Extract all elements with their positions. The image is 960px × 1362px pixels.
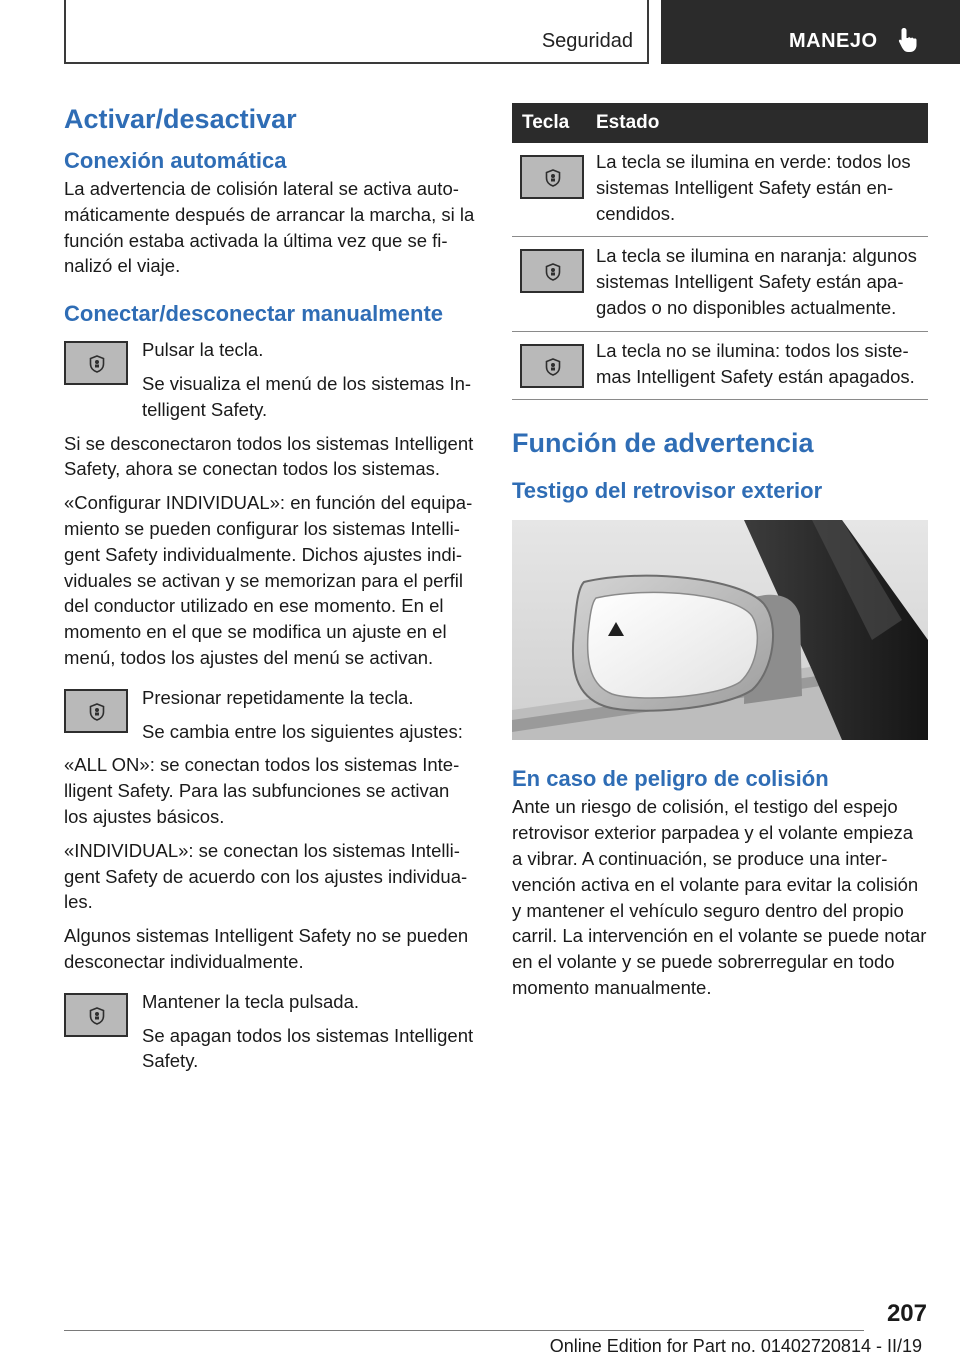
auto-connect-text: La advertencia de colisión lateral se activa automáticamente después de arrancar la marcha, si la función estaba activada la última vez que se finalizó el viaje.	[64, 178, 475, 277]
intelligent-safety-key	[64, 341, 128, 385]
intelligent-safety-key	[64, 689, 128, 733]
safety-shield-icon	[89, 355, 105, 373]
page-number: 207	[886, 1300, 927, 1327]
safety-shield-icon	[89, 1007, 105, 1025]
menu-shown-text: Se visualiza el menú de los sistemas Intelligent Safety.	[142, 372, 472, 420]
table-header-state: Estado	[586, 103, 928, 143]
footer-divider	[64, 1330, 864, 1331]
not-individual-text: Algunos sistemas Intelligent Safety no se pueden desconectar individualmente.	[64, 925, 469, 972]
intelligent-safety-key	[520, 344, 584, 388]
header-section-box	[64, 0, 649, 64]
safety-shield-icon	[545, 358, 561, 376]
header-section-title: Seguridad	[541, 30, 633, 52]
footer-edition: Online Edition for Part no. 01402720814 - II/19	[549, 1336, 922, 1356]
key-block-press	[64, 337, 478, 422]
collision-danger-text: Ante un riesgo de colisión, el testigo del espejo retrovisor exterior parpadea y el volante empieza a vibrar. A continuación, se produce una intervención activa en el volante para evitar la colisión y mantener el vehículo seguro dentro del propio carril. La intervención en el volante se puede notar en el volante y se puede sobrerregular en todo momento manualmente.	[512, 796, 927, 998]
mirror-illustration	[512, 520, 928, 740]
key-block-hold	[64, 989, 478, 1074]
table-row	[512, 143, 928, 237]
table-header-row	[512, 103, 928, 143]
hold-key-text: Mantener la tecla pulsada.	[142, 990, 359, 1012]
intelligent-safety-key	[520, 155, 584, 199]
hand-pointer-icon	[897, 26, 921, 54]
reconnect-text: Si se desconectaron todos los sistemas Intelligent Safety, ahora se conectan todos los sistemas.	[64, 432, 474, 480]
press-key-text: Pulsar la tecla.	[142, 339, 264, 361]
key-block-repeat	[64, 685, 478, 745]
heading-warning-function: Función de advertencia	[512, 428, 814, 459]
configure-text: «Configurar INDIVIDUAL»: en función del equipamiento se pueden configurar los sistemas Intelligent Safety individualmente. Dichos ajustes individuales se activan y se memorizan para el perfil del conductor utilizado en ese momento. En el momento en el que se modifica un ajuste en el menú, todos los ajustes del menú se activan.	[64, 492, 473, 668]
safety-shield-icon	[545, 263, 561, 281]
header-chapter-title: MANEJO	[789, 30, 878, 52]
press-repeat-text: Presionar repetidamente la tecla.	[142, 686, 414, 708]
safety-shield-icon	[545, 169, 561, 187]
title-activate: Activar/desactivar	[64, 104, 297, 134]
heading-manual-connect: Conectar/desconectar manualmente	[64, 301, 444, 327]
individual-text: «INDIVIDUAL»: se conectan los sistemas Intelligent Safety de acuerdo con los ajustes individuales.	[64, 839, 468, 913]
intelligent-safety-key	[520, 249, 584, 293]
heading-collision-danger: En caso de peligro de colisión	[512, 766, 829, 792]
heading-auto-connect: Conexión automática	[64, 148, 287, 173]
table-row	[512, 331, 928, 400]
header-chapter-box	[661, 0, 960, 64]
table-header-key: Tecla	[512, 103, 586, 143]
right-column	[512, 103, 928, 1001]
table-cell-state: La tecla se ilumina en naranja: algunos sistemas Intelligent Safety están apagados o no disponibles actualmente.	[586, 237, 928, 331]
left-column	[64, 100, 478, 1074]
switch-settings-text: Se cambia entre los siguientes ajustes:	[142, 720, 463, 742]
table-row	[512, 237, 928, 331]
safety-shield-icon	[89, 703, 105, 721]
key-state-table	[512, 103, 928, 400]
all-on-text: «ALL ON»: se conectan todos los sistemas Intelligent Safety. Para las subfunciones se activan los ajustes básicos.	[64, 754, 460, 827]
all-off-text: Se apagan todos los sistemas Intelligent Safety.	[142, 1024, 474, 1072]
intelligent-safety-key	[64, 993, 128, 1037]
heading-mirror-indicator: Testigo del retrovisor exterior	[512, 478, 823, 504]
table-cell-state: La tecla se ilumina en verde: todos los sistemas Intelligent Safety están encendidos.	[586, 143, 928, 237]
table-cell-state: La tecla no se ilumina: todos los sistemas Intelligent Safety están apagados.	[586, 331, 928, 400]
